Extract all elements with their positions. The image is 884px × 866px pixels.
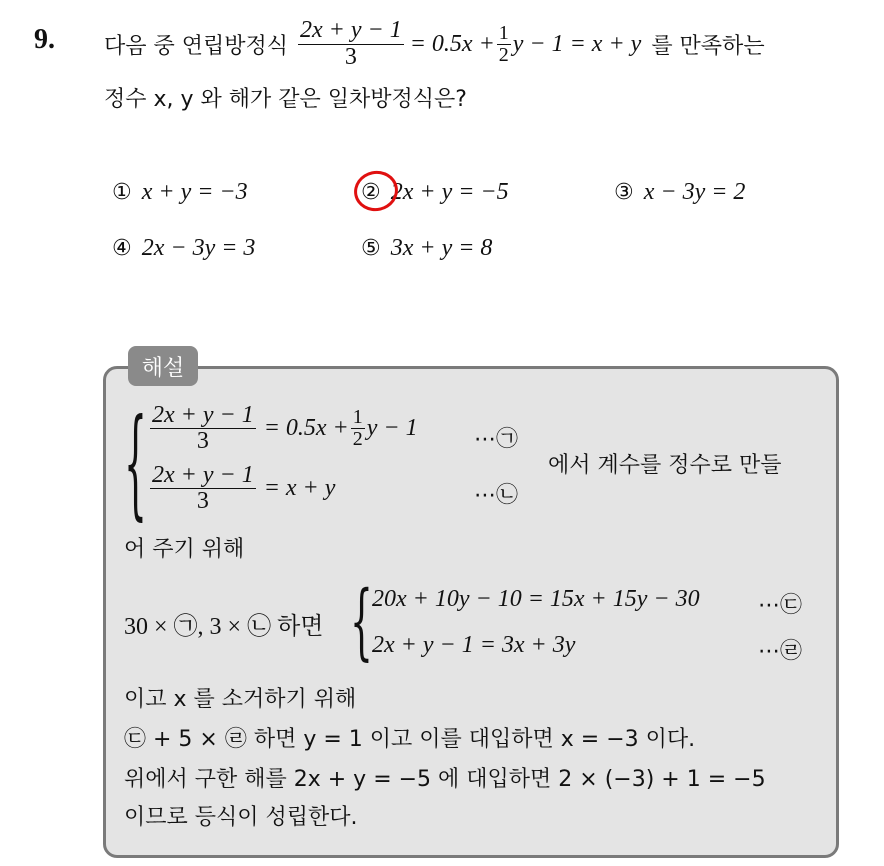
option-3-text: x − 3y = 2 bbox=[643, 179, 746, 205]
option-4[interactable] bbox=[112, 233, 255, 262]
option-5[interactable] bbox=[361, 233, 492, 262]
option-1-mark: ① bbox=[112, 180, 132, 205]
question-line-1 bbox=[104, 14, 765, 74]
fraction-denominator: 3 bbox=[298, 44, 404, 70]
solution-line-7: 이므로 등식이 성립한다. bbox=[124, 805, 358, 830]
option-4-text: 2x − 3y = 3 bbox=[141, 235, 256, 261]
sys1-rhs-b: y − 1 bbox=[366, 415, 418, 442]
option-3-mark: ③ bbox=[614, 180, 634, 205]
equation-part-1: = 0.5x + bbox=[409, 30, 495, 57]
fraction-numerator: 2x + y − 1 bbox=[300, 17, 402, 44]
equation-part-2: y − 1 = x + y bbox=[512, 30, 642, 57]
solution-line-4: 이고 x 를 소거하기 위해 bbox=[124, 687, 357, 712]
sys1-denominator: 3 bbox=[150, 428, 256, 454]
system-1-row-1 bbox=[150, 403, 418, 454]
sys4-tag: ⋯㉣ bbox=[758, 639, 803, 664]
sys3-equation: 20x + 10y − 10 = 15x + 15y − 30 bbox=[372, 586, 700, 612]
sys2-fraction bbox=[150, 463, 256, 514]
sys2-rhs: = x + y bbox=[263, 475, 336, 502]
sys2-numerator: 2x + y − 1 bbox=[152, 462, 254, 488]
answer-circle-mark bbox=[350, 167, 401, 215]
solution-line-6: 위에서 구한 해를 2x + y = −5 에 대입하면 2 × (−3) + 1 = −5 bbox=[124, 767, 766, 792]
option-1-text: x + y = −3 bbox=[141, 179, 248, 205]
sys1-fraction bbox=[150, 403, 256, 454]
system-1-row-2 bbox=[150, 463, 335, 514]
sys1-half bbox=[351, 407, 365, 450]
solution-line-5: ㉢ + 5 × ㉣ 하면 y = 1 이고 이를 대입하면 x = −3 이다. bbox=[124, 727, 696, 752]
question-fraction bbox=[298, 18, 404, 69]
question-suffix: 를 만족하는 bbox=[651, 33, 765, 59]
sys2-tag: ⋯㉡ bbox=[474, 483, 519, 508]
sys4-equation: 2x + y − 1 = 3x + 3y bbox=[372, 632, 576, 658]
sys1-numerator: 2x + y − 1 bbox=[152, 402, 254, 428]
option-4-mark: ④ bbox=[112, 236, 132, 261]
sys3-tag: ⋯㉢ bbox=[758, 593, 803, 618]
system-1-brace: { bbox=[124, 398, 147, 534]
question-prefix: 다음 중 연립방정식 bbox=[104, 33, 289, 59]
solution-label: 해설 bbox=[128, 346, 198, 386]
option-1[interactable] bbox=[112, 177, 248, 206]
solution-line-3-text: 30 × ㉠, 3 × ㉡ 하면 bbox=[124, 614, 324, 640]
option-2-mark: ② bbox=[361, 180, 381, 205]
option-2-text: 2x + y = −5 bbox=[390, 179, 509, 205]
sys1-half-den: 2 bbox=[352, 428, 363, 451]
option-3[interactable] bbox=[614, 177, 745, 206]
sys1-rhs-a: = 0.5x + bbox=[263, 415, 349, 442]
sys1-half-num: 1 bbox=[352, 406, 363, 429]
option-5-text: 3x + y = 8 bbox=[390, 235, 493, 261]
half-numerator: 1 bbox=[498, 21, 509, 44]
solution-line-1-suffix: 에서 계수를 정수로 만들 bbox=[548, 453, 782, 478]
solution-line-2: 어 주기 위해 bbox=[124, 537, 245, 562]
sys1-tag: ⋯㉠ bbox=[474, 427, 519, 452]
question-line-2: 정수 x, y 와 해가 같은 일차방정식은? bbox=[104, 87, 467, 112]
half-fraction bbox=[497, 23, 511, 66]
option-5-mark: ⑤ bbox=[361, 236, 381, 261]
system-2-brace: { bbox=[350, 576, 373, 671]
solution-line-3 bbox=[124, 606, 323, 641]
half-denominator: 2 bbox=[498, 43, 509, 66]
question-number: 9. bbox=[34, 24, 55, 55]
sys2-denominator: 3 bbox=[150, 488, 256, 514]
